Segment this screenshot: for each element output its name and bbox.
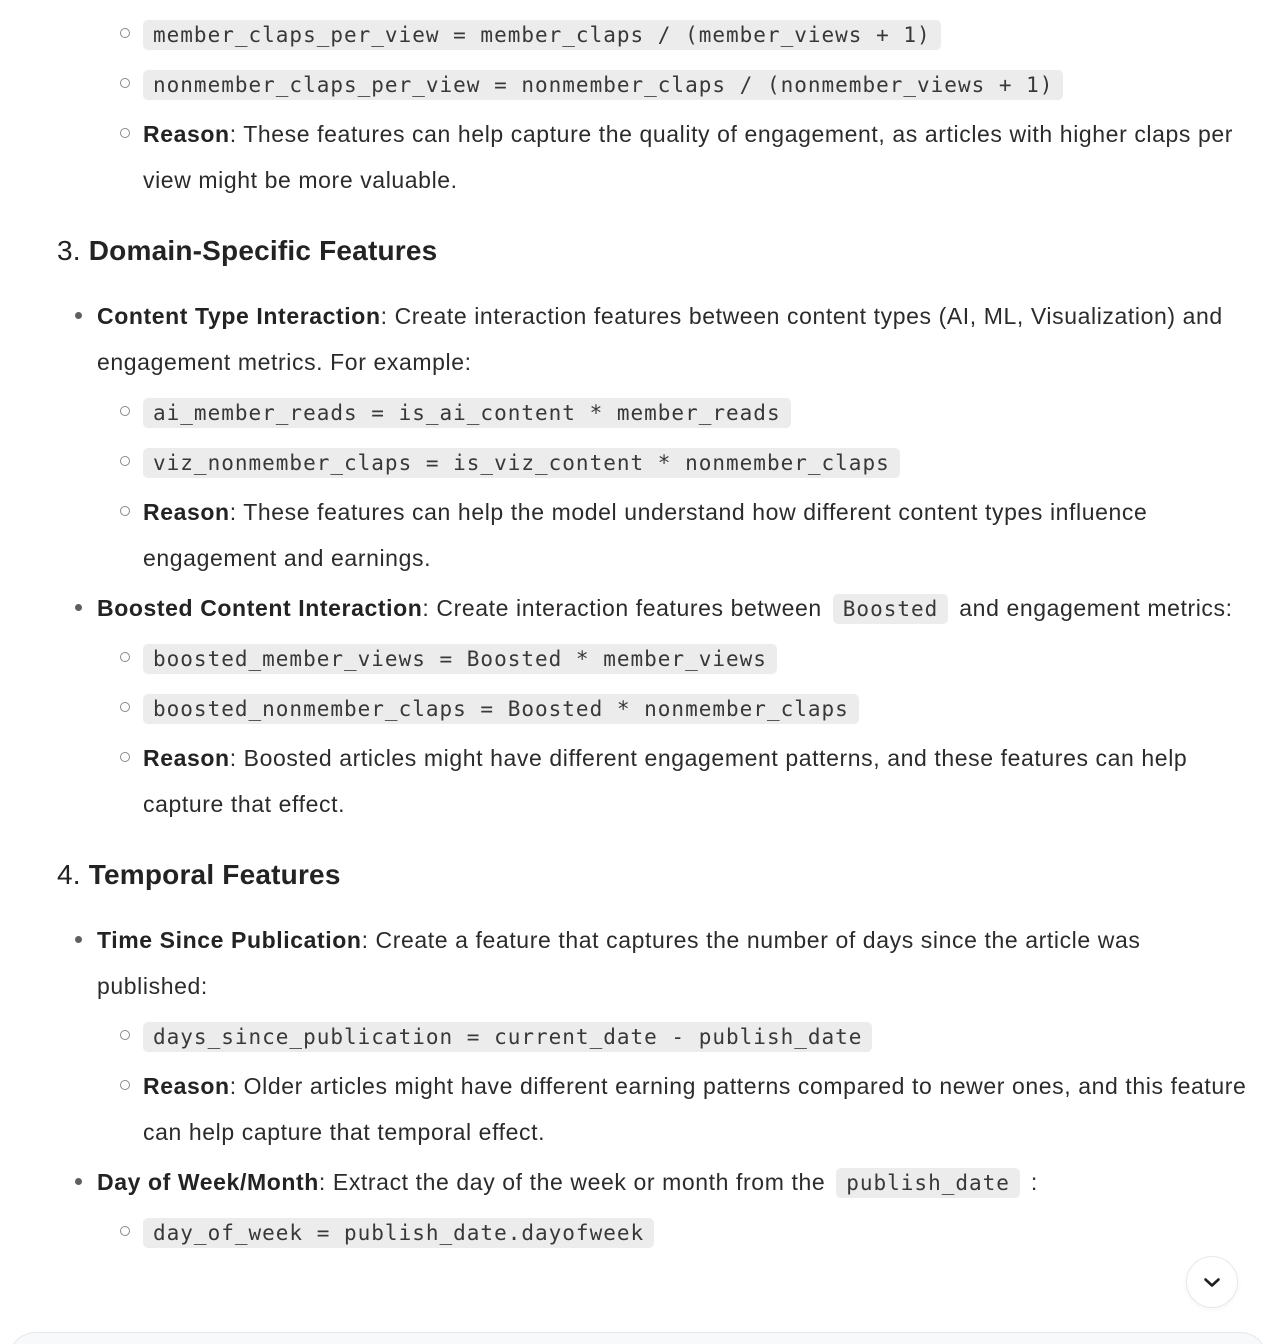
- code-list-item: [143, 439, 1258, 485]
- inline-code: member_claps_per_view = member_claps / (member_views + 1): [143, 20, 941, 50]
- feature-list-item: [97, 1159, 1258, 1255]
- reason-text: : These features can help capture the quality of engagement, as articles with higher claps per view might be more valuable.: [143, 121, 1234, 193]
- heading-title: Domain-Specific Features: [88, 235, 438, 266]
- sub-bullet-list: [97, 635, 1258, 827]
- inline-code: viz_nonmember_claps = is_viz_content * nonmember_claps: [143, 448, 900, 478]
- reason-text: : Older articles might have different earning patterns compared to newer ones, and this feature can help capture that temporal effect.: [143, 1073, 1247, 1145]
- feature-text: and engagement metrics:: [952, 595, 1233, 621]
- sub-bullet-list: [97, 389, 1258, 581]
- feature-label: Boosted Content Interaction: [97, 595, 423, 621]
- feature-text: : Create interaction features between content types (AI, ML, Visualization) and engagement metrics. For example:: [97, 303, 1223, 375]
- bullet-list: [57, 917, 1258, 1255]
- reason-text: : Boosted articles might have different engagement patterns, and these features can help capture that effect.: [143, 745, 1188, 817]
- inline-code: Boosted: [833, 594, 949, 624]
- sub-bullet-list: [57, 11, 1258, 203]
- section-heading-domain-specific: [57, 233, 1258, 269]
- reason-label: Reason: [143, 745, 230, 771]
- code-list-item: [143, 1209, 1258, 1255]
- chevron-down-icon: [1200, 1270, 1224, 1294]
- feature-label: Content Type Interaction: [97, 303, 381, 329]
- sub-bullet-list: [97, 1209, 1258, 1255]
- code-list-item: [143, 389, 1258, 435]
- reason-label: Reason: [143, 121, 230, 147]
- feature-text: : Extract the day of the week or month from the: [318, 1169, 833, 1195]
- reason-list-item: [143, 1063, 1258, 1155]
- reason-label: Reason: [143, 1073, 230, 1099]
- inline-code: day_of_week = publish_date.dayofweek: [143, 1218, 654, 1248]
- bullet-list: [57, 293, 1258, 827]
- reason-list-item: [143, 111, 1258, 203]
- inline-code: publish_date: [836, 1168, 1020, 1198]
- heading-number: 4.: [57, 859, 81, 890]
- inline-code: ai_member_reads = is_ai_content * member_reads: [143, 398, 791, 428]
- code-list-item: [143, 1013, 1258, 1059]
- section-heading-temporal: [57, 857, 1258, 893]
- inline-code: boosted_member_views = Boosted * member_views: [143, 644, 777, 674]
- inline-code: boosted_nonmember_claps = Boosted * nonmember_claps: [143, 694, 859, 724]
- code-list-item: [143, 11, 1258, 57]
- feature-text: :: [1023, 1169, 1038, 1195]
- reason-list-item: [143, 489, 1258, 581]
- scroll-to-bottom-button[interactable]: [1186, 1256, 1238, 1308]
- code-list-item: [143, 61, 1258, 107]
- feature-text: : Create a feature that captures the number of days since the article was published:: [97, 927, 1141, 999]
- feature-list-item: [97, 293, 1258, 581]
- reason-label: Reason: [143, 499, 230, 525]
- feature-list-item: [97, 585, 1258, 827]
- feature-list-item: [97, 917, 1258, 1155]
- composer-top-edge[interactable]: [8, 1332, 1268, 1344]
- sub-bullet-list: [97, 1013, 1258, 1155]
- heading-number: 3.: [57, 235, 81, 266]
- heading-title: Temporal Features: [88, 859, 341, 890]
- reason-list-item: [143, 735, 1258, 827]
- feature-label: Day of Week/Month: [97, 1169, 319, 1195]
- feature-label: Time Since Publication: [97, 927, 362, 953]
- feature-text: : Create interaction features between: [422, 595, 829, 621]
- code-list-item: [143, 635, 1258, 681]
- code-list-item: [143, 685, 1258, 731]
- reason-text: : These features can help the model understand how different content types influence engagement and earnings.: [143, 499, 1148, 571]
- inline-code: nonmember_claps_per_view = nonmember_claps / (nonmember_views + 1): [143, 70, 1063, 100]
- inline-code: days_since_publication = current_date - publish_date: [143, 1022, 872, 1052]
